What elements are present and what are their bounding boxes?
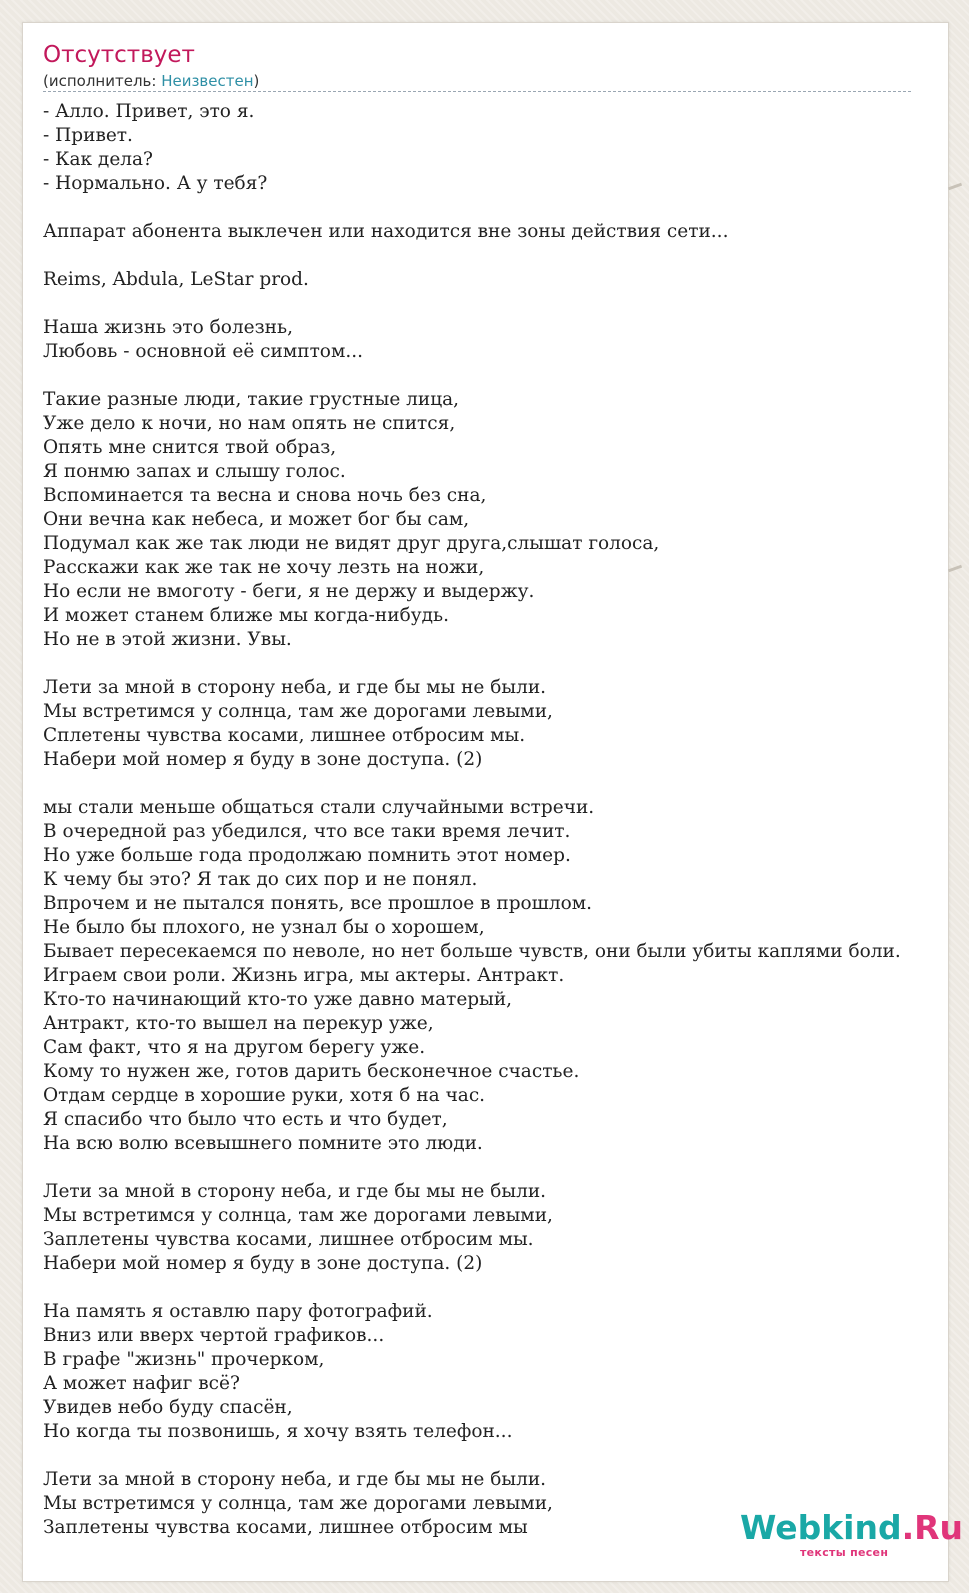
lyric-line: На память я оставлю пару фотографий. bbox=[43, 1301, 433, 1322]
logo-tld: .Ru bbox=[901, 1508, 964, 1547]
lyric-line: Расскажи как же так не хочу лезть на ножи, bbox=[43, 557, 485, 578]
lyric-line: Набери мой номер я буду в зоне доступа. (2) bbox=[43, 749, 483, 770]
lyric-line: - Как дела? bbox=[43, 149, 153, 170]
artist-prefix: (исполнитель: bbox=[43, 72, 162, 90]
lyric-line: Кому то нужен же, готов дарить бесконечное счастье. bbox=[43, 1061, 580, 1082]
lyric-line: Я спасибо что было что есть и что будет, bbox=[43, 1109, 448, 1130]
stanza-break bbox=[43, 364, 963, 388]
lyric-line: Но когда ты позвонишь, я хочу взять телефон... bbox=[43, 1421, 513, 1442]
lyric-line: И может станем ближе мы когда-нибудь. bbox=[43, 605, 449, 626]
lyric-line: - Нормально. А у тебя? bbox=[43, 173, 268, 194]
lyric-line: Любовь - основной её симптом... bbox=[43, 341, 363, 362]
lyric-line: Увидев небо буду спасён, bbox=[43, 1397, 293, 1418]
lyric-line: Подумал как же так люди не видят друг друга,слышат голоса, bbox=[43, 533, 660, 554]
lyric-line: Заплетены чувства косами, лишнее отбросим мы. bbox=[43, 1229, 534, 1250]
lyric-line: Мы встретимся у солнца, там же дорогами левыми, bbox=[43, 1493, 553, 1514]
webkind-logo[interactable] bbox=[740, 1508, 964, 1568]
artist-link[interactable]: Неизвестен bbox=[161, 72, 254, 90]
lyric-line: Но не в этой жизни. Увы. bbox=[43, 629, 292, 650]
lyric-line: Лети за мной в сторону неба, и где бы мы не были. bbox=[43, 677, 547, 698]
lyric-line: Reims, Abdula, LeStar prod. bbox=[43, 269, 309, 290]
lyric-line: Впрочем и не пытался понять, все прошлое в прошлом. bbox=[43, 893, 593, 914]
stanza-break bbox=[43, 1444, 963, 1468]
stanza-break bbox=[43, 1156, 963, 1180]
logo-name: Webkind bbox=[740, 1508, 902, 1547]
lyric-line: Они вечна как небеса, и может бог бы сам, bbox=[43, 509, 470, 530]
lyric-line: Отдам сердце в хорошие руки, хотя б на час. bbox=[43, 1085, 486, 1106]
lyric-line: Я понмю запах и слышу голос. bbox=[43, 461, 346, 482]
lyric-line: Играем свои роли. Жизнь игра, мы актеры. Антракт. bbox=[43, 965, 565, 986]
lyric-line: Мы встретимся у солнца, там же дорогами левыми, bbox=[43, 701, 553, 722]
lyric-line: На всю волю всевышнего помните это люди. bbox=[43, 1133, 483, 1154]
title-divider bbox=[43, 91, 911, 92]
lyric-line: мы стали меньше общаться стали случайными встречи. bbox=[43, 797, 595, 818]
lyric-line: Бывает пересекаемся по неволе, но нет больше чувств, они были убиты каплями боли. bbox=[43, 941, 901, 962]
stanza-break bbox=[43, 292, 963, 316]
lyric-line: Лети за мной в сторону неба, и где бы мы не были. bbox=[43, 1181, 547, 1202]
lyric-line: Заплетены чувства косами, лишнее отбросим мы bbox=[43, 1517, 528, 1538]
stanza-break bbox=[43, 652, 963, 676]
lyric-line: Не было бы плохого, не узнал бы о хорошем, bbox=[43, 917, 485, 938]
lyric-line: - Алло. Привет, это я. bbox=[43, 101, 255, 122]
lyric-line: Мы встретимся у солнца, там же дорогами левыми, bbox=[43, 1205, 553, 1226]
lyric-line: Аппарат абонента выклечен или находится вне зоны действия сети... bbox=[43, 221, 729, 242]
lyric-line: В графе "жизнь" прочерком, bbox=[43, 1349, 325, 1370]
lyric-line: Вспоминается та весна и снова ночь без сна, bbox=[43, 485, 487, 506]
lyric-line: А может нафиг всё? bbox=[43, 1373, 240, 1394]
lyrics-card bbox=[22, 22, 949, 1582]
lyric-line: Опять мне снится твой образ, bbox=[43, 437, 337, 458]
lyric-line: Уже дело к ночи, но нам опять не спится, bbox=[43, 413, 456, 434]
lyric-line: - Привет. bbox=[43, 125, 133, 146]
stanza-break bbox=[43, 1276, 963, 1300]
lyric-line: Набери мой номер я буду в зоне доступа. (2) bbox=[43, 1253, 483, 1274]
lyric-line: В очередной раз убедился, что все таки время лечит. bbox=[43, 821, 571, 842]
lyric-line: Но если не вмоготу - беги, я не держу и выдержу. bbox=[43, 581, 535, 602]
stanza-break bbox=[43, 772, 963, 796]
artist-line bbox=[43, 72, 259, 90]
logo-subtitle: тексты песен bbox=[800, 1546, 889, 1559]
lyric-line: Лети за мной в сторону неба, и где бы мы не были. bbox=[43, 1469, 547, 1490]
lyric-line: Антракт, кто-то вышел на перекур уже, bbox=[43, 1013, 434, 1034]
stanza-break bbox=[43, 196, 963, 220]
lyric-line: Сплетены чувства косами, лишнее отбросим мы. bbox=[43, 725, 526, 746]
logo-wordmark bbox=[740, 1508, 963, 1548]
lyric-line: Такие разные люди, такие грустные лица, bbox=[43, 389, 460, 410]
lyric-line: Сам факт, что я на другом берегу уже. bbox=[43, 1037, 426, 1058]
stanza-break bbox=[43, 244, 963, 268]
lyric-line: Кто-то начинающий кто-то уже давно матерый, bbox=[43, 989, 513, 1010]
artist-suffix: ) bbox=[253, 72, 260, 90]
lyric-line: Но уже больше года продолжаю помнить этот номер. bbox=[43, 845, 571, 866]
song-title: Отсутствует bbox=[43, 42, 195, 68]
lyric-line: К чему бы это? Я так до сих пор и не понял. bbox=[43, 869, 478, 890]
lyric-line: Вниз или вверх чертой графиков... bbox=[43, 1325, 385, 1346]
lyric-line: Наша жизнь это болезнь, bbox=[43, 317, 293, 338]
lyrics-text bbox=[43, 100, 963, 1540]
